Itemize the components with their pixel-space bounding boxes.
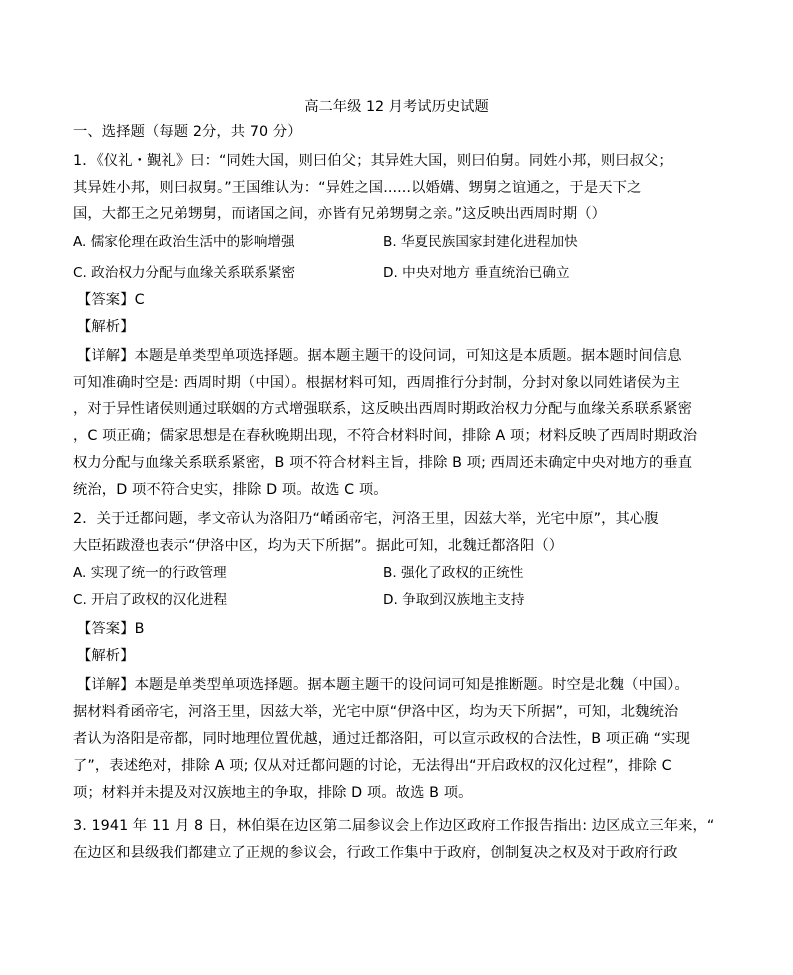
question-2-detail-line: 了”，表述绝对，排除 A 项; 仅从对迁都问题的讨论，无法得出“开启政权的汉化过程”，排除 C [73,758,672,774]
page-title: 高二年级 12 月考试历史试题 [304,99,489,115]
question-2-line: 大臣拓跋澄也表示“伊洛中区，均为天下所据”。据此可知，北魏迁都洛阳（） [73,538,564,554]
question-1-analysis-label: 【解析】 [77,319,135,335]
question-2-option-c: C. 开启了政权的汉化进程 [73,592,228,608]
question-2-detail-line: 据材料肴函帝宅，河洛王里，因兹大举，光宅中原“伊洛中区，均为天下所据”，可知，北魏统治 [73,704,679,720]
question-1-option-a: A. 儒家伦理在政治生活中的影响增强 [73,234,295,250]
question-1-detail-line: 可知准确时空是: 西周时期（中国）。根据材料可知，西周推行分封制，分封对象以同姓诸侯为主 [73,375,681,391]
question-2-line: 2．关于迁都问题，孝文帝认为洛阳乃“崤函帝宅，河洛王里，因兹大举，光宅中原”，其心腹 [73,511,659,527]
question-1-line: 1．《仪礼・覲礼》曰：“同姓大国，则曰伯父；其异姓大国，则曰伯舅。同姓小邦，则曰叔父； [73,153,673,169]
question-2-answer: 【答案】B [77,621,145,637]
question-1-detail-line: ，C 项正确；儒家思想是在春秋晚期出现，不符合材料时间，排除 A 项；材料反映了西周时期政治 [73,428,698,444]
question-3-line: 3. 1941 年 11 月 8 日，林伯渠在边区第二届参议会上作边区政府工作报告指出: 边区成立三年来，“ [73,818,715,834]
question-1-answer: 【答案】C [77,292,145,308]
question-1-option-c: C. 政治权力分配与血缘关系联系紧密 [73,265,296,281]
question-1-option-b: B. 华夏民族国家封建化进程加快 [383,234,578,250]
question-2-option-a: A. 实现了统一的行政管理 [73,565,227,581]
question-1-line: 国，大都王之兄弟甥舅，而诸国之间，亦皆有兄弟甥舅之亲。”这反映出西周时期（） [73,206,607,222]
question-1-detail-line: 权力分配与血缘关系联系紧密，B 项不符合材料主旨，排除 B 项; 西周还未确定中央对地方的垂直 [73,455,693,471]
question-2-option-d: D. 争取到汉族地主支持 [383,592,525,608]
question-2-option-b: B. 强化了政权的正统性 [383,565,524,581]
question-1-line: 其异姓小邦，则曰叔舅。”王国维认为：“异姓之国......以婚媾、甥舅之谊通之，于是天下之 [73,180,642,196]
question-3-line: 在边区和县级我们都建立了正规的参议会，行政工作集中于政府，创制复决之权及对于政府行政 [73,845,678,861]
question-1-option-d: D. 中央对地方 垂直统治已确立 [383,265,570,281]
question-2-analysis-label: 【解析】 [77,648,135,664]
question-2-detail-line: 者认为洛阳是帝都，同时地理位置优越，通过迁都洛阳，可以宣示政权的合法性，B 项正确 “实现 [73,731,690,747]
question-2-detail-line: 【详解】本题是单类型单项选择题。据本题主题干的设问词可知是推断题。时空是北魏（中国）。 [77,677,689,693]
question-1-detail-line: 【详解】本题是单类型单项选择题。据本题主题干的设问词，可知这是本质题。据本题时间信息 [77,348,682,364]
question-1-detail-line: ，对于异性诸侯则通过联姻的方式增强联系，这反映出西周时期政治权力分配与血缘关系联系紧密 [73,401,693,417]
question-2-detail-line: 项；材料并未提及对汉族地主的争取，排除 D 项。故选 B 项。 [73,785,473,801]
section-header: 一、选择题（每题 2分，共 70 分） [73,124,302,140]
question-1-detail-line: 统治，D 项不符合史实，排除 D 项。故选 C 项。 [73,482,388,498]
